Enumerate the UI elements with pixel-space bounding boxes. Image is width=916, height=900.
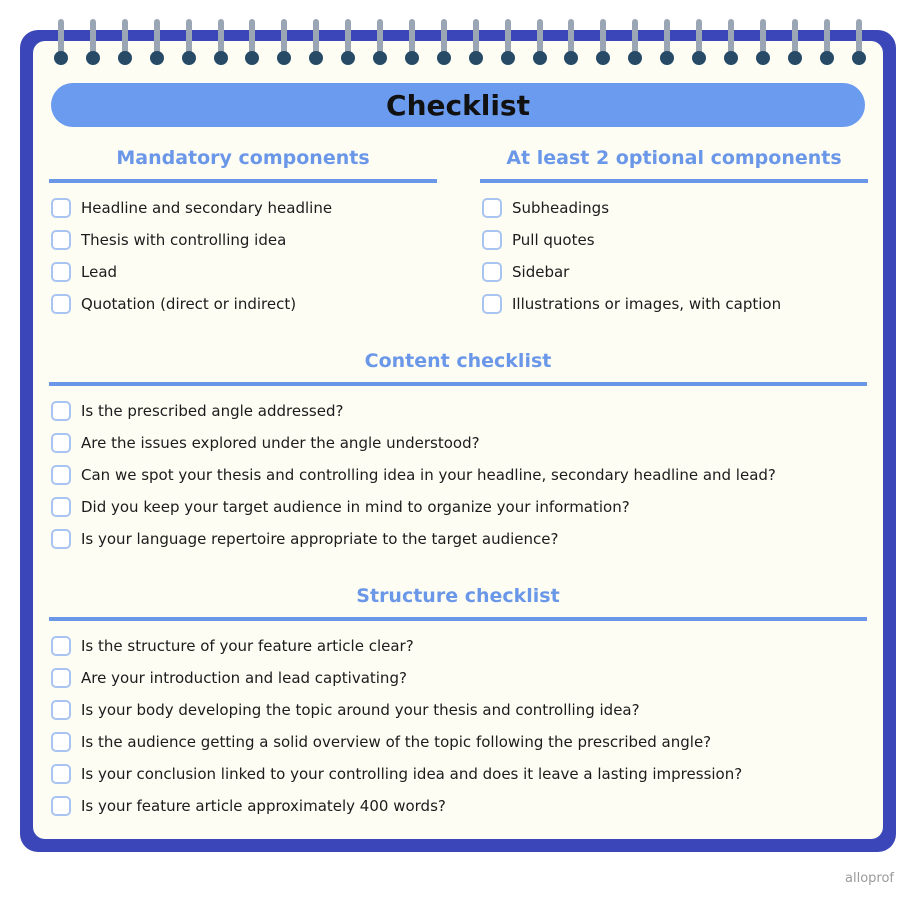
spiral-ring — [341, 19, 355, 65]
spiral-ring — [182, 19, 196, 65]
checkbox[interactable] — [51, 262, 71, 282]
brand-logo: alloprof — [845, 871, 894, 886]
checkbox[interactable] — [51, 230, 71, 250]
spiral-ring — [660, 19, 674, 65]
spiral-ring — [820, 19, 834, 65]
checklist-item-label: Are your introduction and lead captivating? — [81, 669, 407, 687]
checklist-item-label: Is your conclusion linked to your controlling idea and does it leave a lasting impression? — [81, 765, 743, 783]
spiral-ring — [596, 19, 610, 65]
spiral-ring — [277, 19, 291, 65]
checklist-item-label: Is your feature article approximately 400 words? — [81, 797, 446, 815]
checklist-item-label: Is the prescribed angle addressed? — [81, 402, 344, 420]
checklist-item-label: Quotation (direct or indirect) — [81, 295, 297, 313]
spiral-ring — [245, 19, 259, 65]
checklist-item-optional-3[interactable] — [482, 260, 569, 284]
checklist-item-structure-5[interactable] — [51, 762, 742, 786]
checklist-item-content-4[interactable] — [51, 495, 630, 519]
checklist-item-label: Illustrations or images, with caption — [512, 295, 782, 313]
checkbox[interactable] — [51, 433, 71, 453]
checklist-item-label: Is your language repertoire appropriate to the target audience? — [81, 530, 559, 548]
optional-heading: At least 2 optional components — [480, 147, 868, 183]
spiral-ring — [118, 19, 132, 65]
content-heading: Content checklist — [49, 350, 867, 386]
checkbox[interactable] — [51, 636, 71, 656]
spiral-ring — [54, 19, 68, 65]
checkbox[interactable] — [51, 732, 71, 752]
checkbox[interactable] — [51, 668, 71, 688]
checklist-item-label: Pull quotes — [512, 231, 595, 249]
checklist-item-structure-1[interactable] — [51, 634, 414, 658]
checkbox[interactable] — [51, 764, 71, 784]
checkbox[interactable] — [482, 198, 502, 218]
spiral-ring — [309, 19, 323, 65]
spiral-ring — [852, 19, 866, 65]
spiral-ring — [756, 19, 770, 65]
structure-heading: Structure checklist — [49, 585, 867, 621]
spiral-ring — [533, 19, 547, 65]
spiral-binding — [0, 0, 916, 70]
checklist-item-structure-6[interactable] — [51, 794, 446, 818]
checklist-item-label: Is the structure of your feature article clear? — [81, 637, 414, 655]
checklist-item-label: Is your body developing the topic around your thesis and controlling idea? — [81, 701, 640, 719]
checklist-item-label: Headline and secondary headline — [81, 199, 333, 217]
checklist-item-label: Did you keep your target audience in mind to organize your information? — [81, 498, 630, 516]
checklist-item-label: Lead — [81, 263, 118, 281]
spiral-ring — [628, 19, 642, 65]
mandatory-heading: Mandatory components — [49, 147, 437, 183]
checklist-item-label: Thesis with controlling idea — [81, 231, 287, 249]
spiral-ring — [469, 19, 483, 65]
checklist-item-mandatory-4[interactable] — [51, 292, 296, 316]
spiral-ring — [405, 19, 419, 65]
checkbox[interactable] — [482, 230, 502, 250]
checkbox[interactable] — [51, 198, 71, 218]
spiral-ring — [501, 19, 515, 65]
checkbox[interactable] — [482, 294, 502, 314]
page-title: Checklist — [386, 88, 530, 122]
checklist-item-structure-2[interactable] — [51, 666, 407, 690]
checklist-item-label: Subheadings — [512, 199, 610, 217]
spiral-ring — [437, 19, 451, 65]
checklist-item-label: Is the audience getting a solid overview of the topic following the prescribed angle? — [81, 733, 712, 751]
checklist-item-structure-3[interactable] — [51, 698, 640, 722]
checklist-item-label: Sidebar — [512, 263, 570, 281]
checklist-item-content-1[interactable] — [51, 399, 343, 423]
title-banner — [51, 83, 865, 127]
checklist-item-label: Are the issues explored under the angle understood? — [81, 434, 480, 452]
checklist-item-mandatory-1[interactable] — [51, 196, 332, 220]
spiral-ring — [150, 19, 164, 65]
checkbox[interactable] — [51, 465, 71, 485]
spiral-ring — [788, 19, 802, 65]
checkbox[interactable] — [51, 700, 71, 720]
spiral-ring — [564, 19, 578, 65]
checklist-item-optional-4[interactable] — [482, 292, 781, 316]
checklist-item-optional-2[interactable] — [482, 228, 595, 252]
checkbox[interactable] — [51, 294, 71, 314]
checkbox[interactable] — [51, 497, 71, 517]
checklist-item-mandatory-3[interactable] — [51, 260, 117, 284]
checklist-item-label: Can we spot your thesis and controlling idea in your headline, secondary headline and lead? — [81, 466, 776, 484]
checkbox[interactable] — [51, 796, 71, 816]
checkbox[interactable] — [482, 262, 502, 282]
checklist-item-content-3[interactable] — [51, 463, 776, 487]
checklist-item-mandatory-2[interactable] — [51, 228, 286, 252]
spiral-ring — [724, 19, 738, 65]
spiral-ring — [373, 19, 387, 65]
spiral-ring — [692, 19, 706, 65]
checkbox[interactable] — [51, 529, 71, 549]
checklist-item-content-5[interactable] — [51, 527, 558, 551]
spiral-ring — [86, 19, 100, 65]
checklist-item-content-2[interactable] — [51, 431, 480, 455]
checklist-item-optional-1[interactable] — [482, 196, 609, 220]
checkbox[interactable] — [51, 401, 71, 421]
spiral-ring — [214, 19, 228, 65]
checklist-item-structure-4[interactable] — [51, 730, 711, 754]
